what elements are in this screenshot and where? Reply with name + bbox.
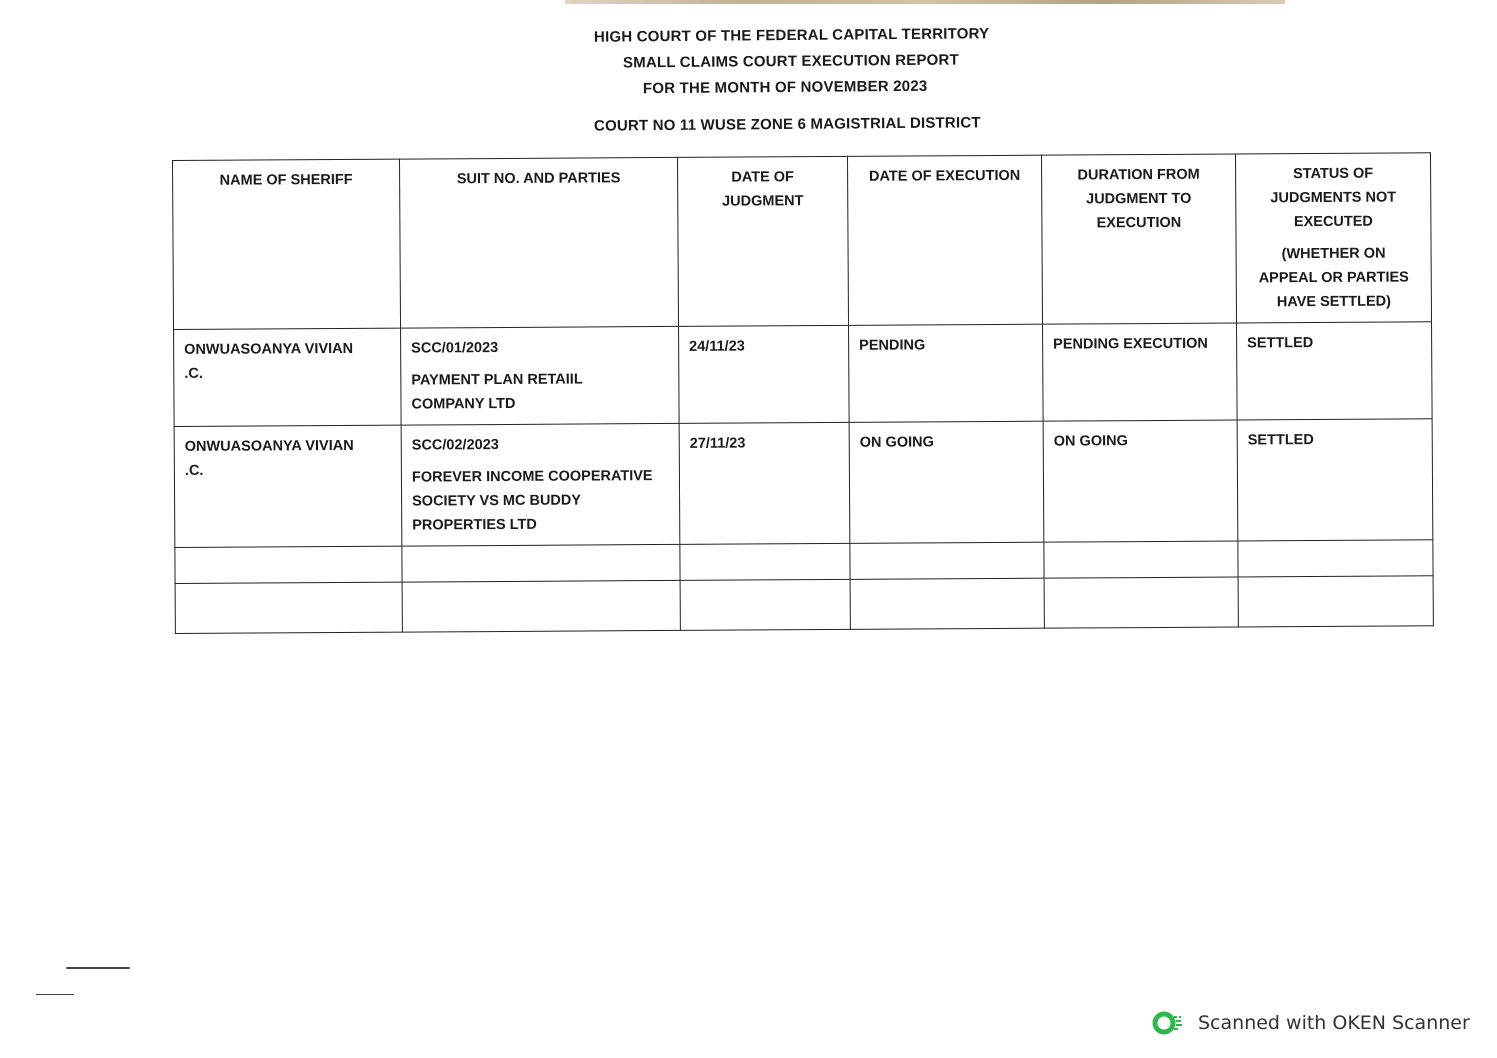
execution-header-text: DATE OF EXECUTION: [868, 167, 1021, 185]
status-note-line3: HAVE SETTLED): [1276, 293, 1391, 311]
suit-cell: [401, 326, 680, 425]
execution-report-table-wrapper: [172, 152, 1433, 634]
report-period-heading: FOR THE MONTH OF NOVEMBER 2023: [642, 77, 928, 98]
judgment-date: 27/11/23: [689, 435, 746, 452]
scanner-watermark: [1152, 1010, 1470, 1036]
duration-value: PENDING EXECUTION: [1053, 335, 1208, 353]
suit-number: SCC/02/2023: [411, 437, 499, 454]
suit-number: SCC/01/2023: [411, 340, 499, 357]
sheriff-cell: [174, 328, 402, 426]
column-header-duration: [1041, 154, 1236, 324]
sheriff-cell: [174, 425, 402, 547]
ink-mark: [36, 994, 74, 995]
sheriff-name-line2: .C.: [184, 462, 204, 479]
empty-cell: [1238, 576, 1433, 627]
duration-header-line1: DURATION FROM: [1077, 166, 1200, 184]
column-header-status: [1235, 153, 1431, 323]
duration-cell: [1043, 420, 1238, 542]
judgment-date: 24/11/23: [689, 338, 745, 355]
column-header-execution-date: [847, 155, 1042, 325]
court-name-heading: HIGH COURT OF THE FEDERAL CAPITAL TERRITORY: [593, 25, 990, 46]
status-cell: [1237, 419, 1433, 541]
empty-cell: [175, 582, 402, 633]
suit-cell: [401, 423, 680, 546]
status-note-line2: APPEAL OR PARTIES: [1258, 269, 1409, 287]
table-header-row: [173, 153, 1432, 330]
execution-report-table: [172, 152, 1434, 634]
execution-date-cell: [849, 421, 1044, 543]
parties-line2: COMPANY LTD: [411, 395, 516, 413]
execution-date-cell: [849, 324, 1044, 422]
parties-line3: PROPERTIES LTD: [412, 516, 537, 534]
execution-date: ON GOING: [859, 434, 934, 451]
execution-date: PENDING: [859, 337, 926, 354]
judgment-header-line2: JUDGMENT: [722, 193, 804, 210]
empty-cell: [402, 580, 680, 632]
scanned-paper-edge: [565, 0, 1285, 4]
table-row: [174, 419, 1433, 548]
status-note-line1: (WHETHER ON: [1281, 245, 1386, 263]
sheriff-name-line2: .C.: [184, 365, 203, 382]
judgment-header-line1: DATE OF: [731, 169, 794, 186]
parties-line1: FOREVER INCOME COOPERATIVE: [411, 468, 653, 486]
status-value: SETTLED: [1247, 432, 1314, 449]
duration-header-line2: JUDGMENT TO: [1086, 190, 1192, 208]
status-value: SETTLED: [1247, 335, 1314, 352]
parties-line2: SOCIETY VS MC BUDDY: [412, 492, 582, 510]
empty-cell: [175, 546, 402, 583]
empty-cell: [850, 578, 1044, 629]
empty-cell: [850, 542, 1044, 579]
empty-cell: [1044, 541, 1238, 578]
empty-cell: [1044, 577, 1238, 628]
status-header-line3: EXECUTED: [1293, 213, 1373, 231]
scanner-watermark-text: Scanned with OKEN Scanner: [1198, 1012, 1470, 1034]
empty-table-row: [175, 576, 1433, 634]
judgment-date-cell: [679, 422, 850, 544]
judgment-date-cell: [679, 325, 850, 423]
empty-cell: [680, 543, 850, 580]
column-header-suit: [399, 157, 678, 328]
empty-cell: [402, 544, 680, 582]
duration-cell: [1043, 323, 1238, 421]
empty-cell: [680, 579, 850, 630]
report-title-heading: SMALL CLAIMS COURT EXECUTION REPORT: [622, 51, 959, 72]
sheriff-name-line1: ONWUASOANYA VIVIAN: [184, 340, 354, 358]
duration-header-line3: EXECUTION: [1096, 214, 1182, 232]
court-location-heading: COURT NO 11 WUSE ZONE 6 MAGISTRIAL DISTRICT: [593, 114, 981, 135]
sheriff-header-text: NAME OF SHERIFF: [219, 171, 353, 189]
ink-mark: [66, 967, 130, 969]
status-header-line1: STATUS OF: [1293, 165, 1374, 183]
status-cell: [1237, 322, 1433, 420]
column-header-sheriff: [173, 159, 401, 329]
suit-header-text: SUIT NO. AND PARTIES: [456, 170, 621, 188]
parties-line1: PAYMENT PLAN RETAIIL: [411, 371, 583, 389]
empty-cell: [1238, 540, 1433, 577]
duration-value: ON GOING: [1053, 433, 1128, 450]
column-header-judgment-date: [677, 156, 848, 326]
oken-scanner-logo-icon: [1152, 1010, 1186, 1036]
sheriff-name-line1: ONWUASOANYA VIVIAN: [184, 437, 354, 455]
status-header-line2: JUDGMENTS NOT: [1270, 189, 1397, 207]
table-row: [174, 322, 1433, 427]
